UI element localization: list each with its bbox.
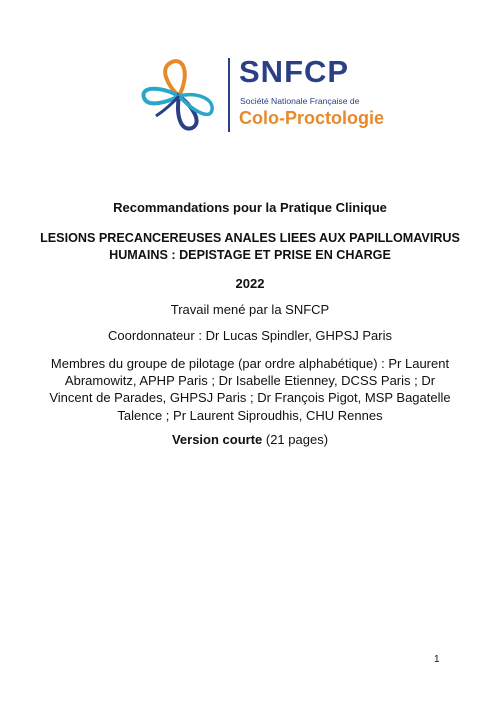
logo-brand: Colo-Proctologie bbox=[239, 108, 384, 128]
trefoil-logo-icon bbox=[138, 56, 220, 132]
members-line: Abramowitz, APHP Paris ; Dr Isabelle Etienney, DCSS Paris ; Dr bbox=[64, 373, 436, 389]
logo-subtitle: Société Nationale Française de bbox=[240, 96, 360, 106]
version-label: Version courte bbox=[171, 432, 263, 447]
document-title-line: LESIONS PRECANCEREUSES ANALES LIEES AUX PAPILLOMAVIRUS bbox=[40, 231, 460, 245]
document-title bbox=[40, 230, 460, 264]
logo-name: SNFCP bbox=[239, 54, 350, 89]
document-heading: Recommandations pour la Pratique Clinique bbox=[113, 200, 387, 215]
coordinator-text: Coordonnateur : Dr Lucas Spindler, GHPSJ Paris bbox=[108, 328, 392, 343]
members-line: Membres du groupe de pilotage (par ordre alphabétique) : Pr Laurent bbox=[50, 356, 450, 371]
snfcp-logo bbox=[138, 50, 384, 140]
work-by-text: Travail mené par la SNFCP bbox=[170, 302, 330, 317]
members-text bbox=[36, 355, 464, 424]
version-text bbox=[40, 432, 460, 448]
members-line: Vincent de Parades, GHPSJ Paris ; Dr François Pigot, MSP Bagatelle bbox=[49, 390, 451, 406]
logo-divider bbox=[228, 58, 230, 132]
version-pages: (21 pages) bbox=[262, 432, 329, 447]
page-number: 1 bbox=[434, 654, 440, 665]
document-title-line: HUMAINS : DEPISTAGE ET PRISE EN CHARGE bbox=[109, 248, 391, 262]
document-year: 2022 bbox=[235, 276, 265, 291]
members-line: Talence ; Pr Laurent Siproudhis, CHU Rennes bbox=[117, 407, 383, 423]
